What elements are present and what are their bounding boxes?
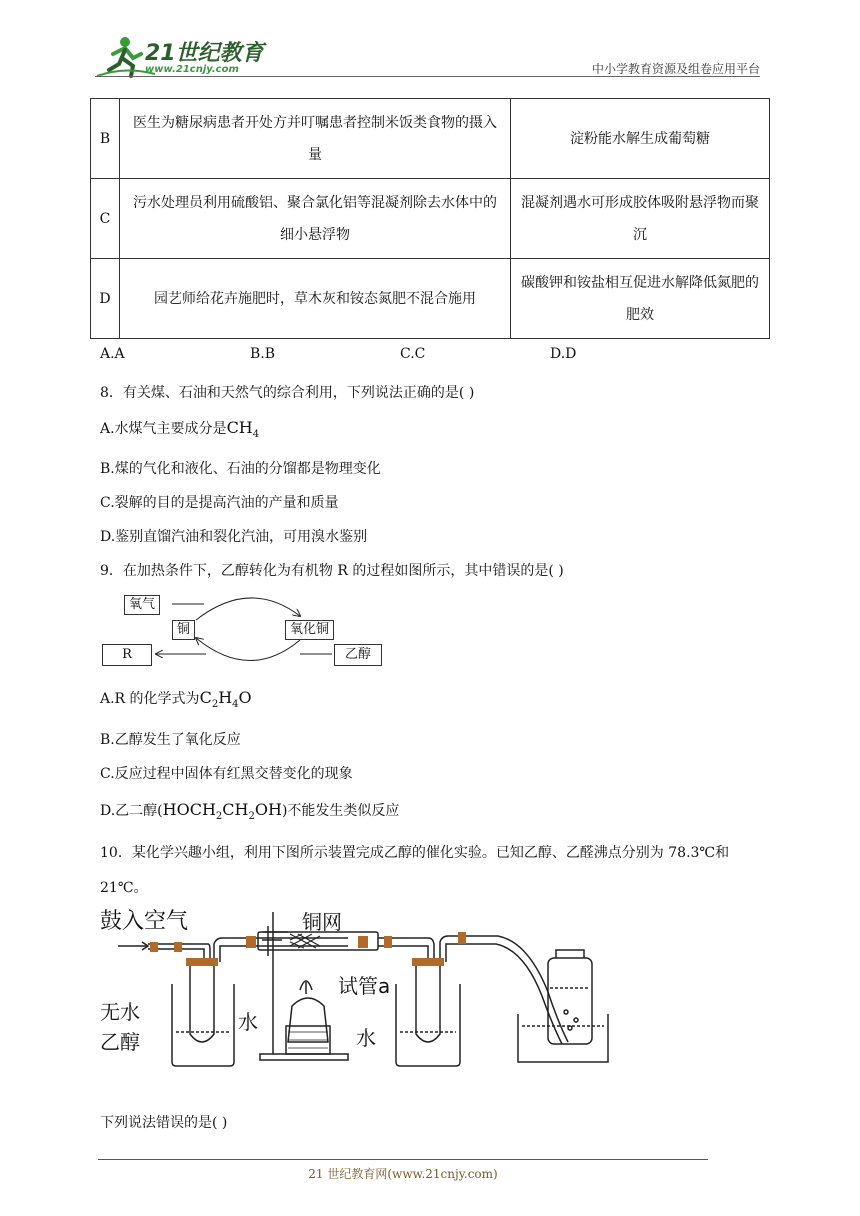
- row-label: D: [91, 259, 120, 339]
- formula-ethylene-glycol: $HOCH_2CH_2OH$: [162, 800, 282, 823]
- q8-stem: 8．有关煤、石油和天然气的综合利用，下列说法正确的是( ): [100, 385, 475, 401]
- logo-text: 21世纪教育: [145, 41, 264, 66]
- option-b[interactable]: B.B: [250, 346, 276, 362]
- formula-sub: 4: [252, 429, 260, 441]
- row-reason: 混凝剂遇水可形成胶体吸附悬浮物而聚沉: [511, 179, 770, 259]
- option-d[interactable]: D.D: [550, 346, 577, 362]
- row-label: C: [91, 179, 120, 259]
- anhydrous-label: 无水: [100, 1000, 140, 1024]
- footer-text[interactable]: 21 世纪教育网(www.21cnjy.com): [308, 1167, 498, 1181]
- water-label-1: 水: [238, 1010, 258, 1034]
- water-label-2: 水: [356, 1026, 376, 1050]
- test-tube-a-label: 试管a: [338, 974, 391, 998]
- q9-stem: 9．在加热条件下，乙醇转化为有机物 R 的过程如图所示，其中错误的是( ): [100, 563, 564, 579]
- q8-option-c[interactable]: C.裂解的目的是提高汽油的产量和质量: [100, 495, 339, 511]
- q8-option-d[interactable]: D.鉴别直馏汽油和裂化汽油，可用溴水鉴别: [100, 529, 368, 545]
- platform-title: 中小学教育资源及组卷应用平台: [591, 62, 760, 76]
- row-scene: 医生为糖尿病患者开处方并叮嘱患者控制米饭类食物的摄入量: [120, 99, 511, 179]
- oxygen-box: 氧气: [124, 595, 160, 615]
- option-text: D.乙二醇(: [100, 803, 163, 819]
- q9-reaction-diagram: [100, 590, 390, 670]
- footer-divider: [98, 1159, 708, 1160]
- copper-box: 铜: [172, 620, 195, 640]
- table-row: [91, 179, 770, 259]
- site-logo: [95, 32, 265, 82]
- q7-options: [100, 346, 576, 362]
- option-a[interactable]: A.A: [100, 346, 125, 362]
- formula: [226, 418, 260, 441]
- q9-option-b[interactable]: B.乙醇发生了氧化反应: [100, 732, 241, 748]
- q8-option-b[interactable]: B.煤的气化和液化、石油的分馏都是物理变化: [100, 461, 381, 477]
- table-row: [91, 259, 770, 339]
- q10-stem-line2: 21℃。: [100, 880, 148, 896]
- formula-c2h4o: $C_2H_4O$: [199, 688, 252, 711]
- q8-option-a[interactable]: [100, 418, 259, 440]
- copper-oxide-box: 氧化铜: [285, 620, 334, 640]
- q9-option-c[interactable]: C.反应过程中固体有红黑交替变化的现象: [100, 766, 353, 782]
- formula-main: CH: [226, 418, 253, 437]
- ethanol-label: 乙醇: [100, 1030, 140, 1054]
- q10-apparatus-diagram: [98, 902, 618, 1072]
- product-r-box: R: [102, 644, 152, 666]
- copper-mesh-label: 铜网: [302, 910, 342, 934]
- option-text: A.水煤气主要成分是: [100, 421, 227, 437]
- header-divider: [95, 76, 760, 77]
- row-scene: 园艺师给花卉施肥时，草木灰和铵态氮肥不混合施用: [120, 259, 511, 339]
- row-label: B: [91, 99, 120, 179]
- q9-option-a[interactable]: [100, 688, 252, 710]
- q10-stem-line1: 10．某化学兴趣小组，利用下图所示装置完成乙醇的催化实验。已知乙醇、乙醛沸点分别为 78.3℃和: [100, 845, 730, 861]
- logo-url: www.21cnjy.com: [145, 64, 239, 75]
- q10-ask: 下列说法错误的是( ): [100, 1115, 228, 1131]
- q9-option-d[interactable]: [100, 800, 399, 822]
- question-7-table: [90, 98, 770, 339]
- table-row: [91, 99, 770, 179]
- row-reason: 淀粉能水解生成葡萄糖: [511, 99, 770, 179]
- ethanol-box: 乙醇: [334, 644, 382, 666]
- row-reason: 碳酸钾和铵盐相互促进水解降低氮肥的肥效: [511, 259, 770, 339]
- option-c[interactable]: C.C: [400, 346, 426, 362]
- option-text: A.R 的化学式为: [100, 691, 200, 707]
- row-scene: 污水处理员利用硫酸铝、聚合氯化铝等混凝剂除去水体中的细小悬浮物: [120, 179, 511, 259]
- option-text: )不能发生类似反应: [281, 803, 400, 819]
- air-inlet-label: 鼓入空气: [100, 909, 189, 934]
